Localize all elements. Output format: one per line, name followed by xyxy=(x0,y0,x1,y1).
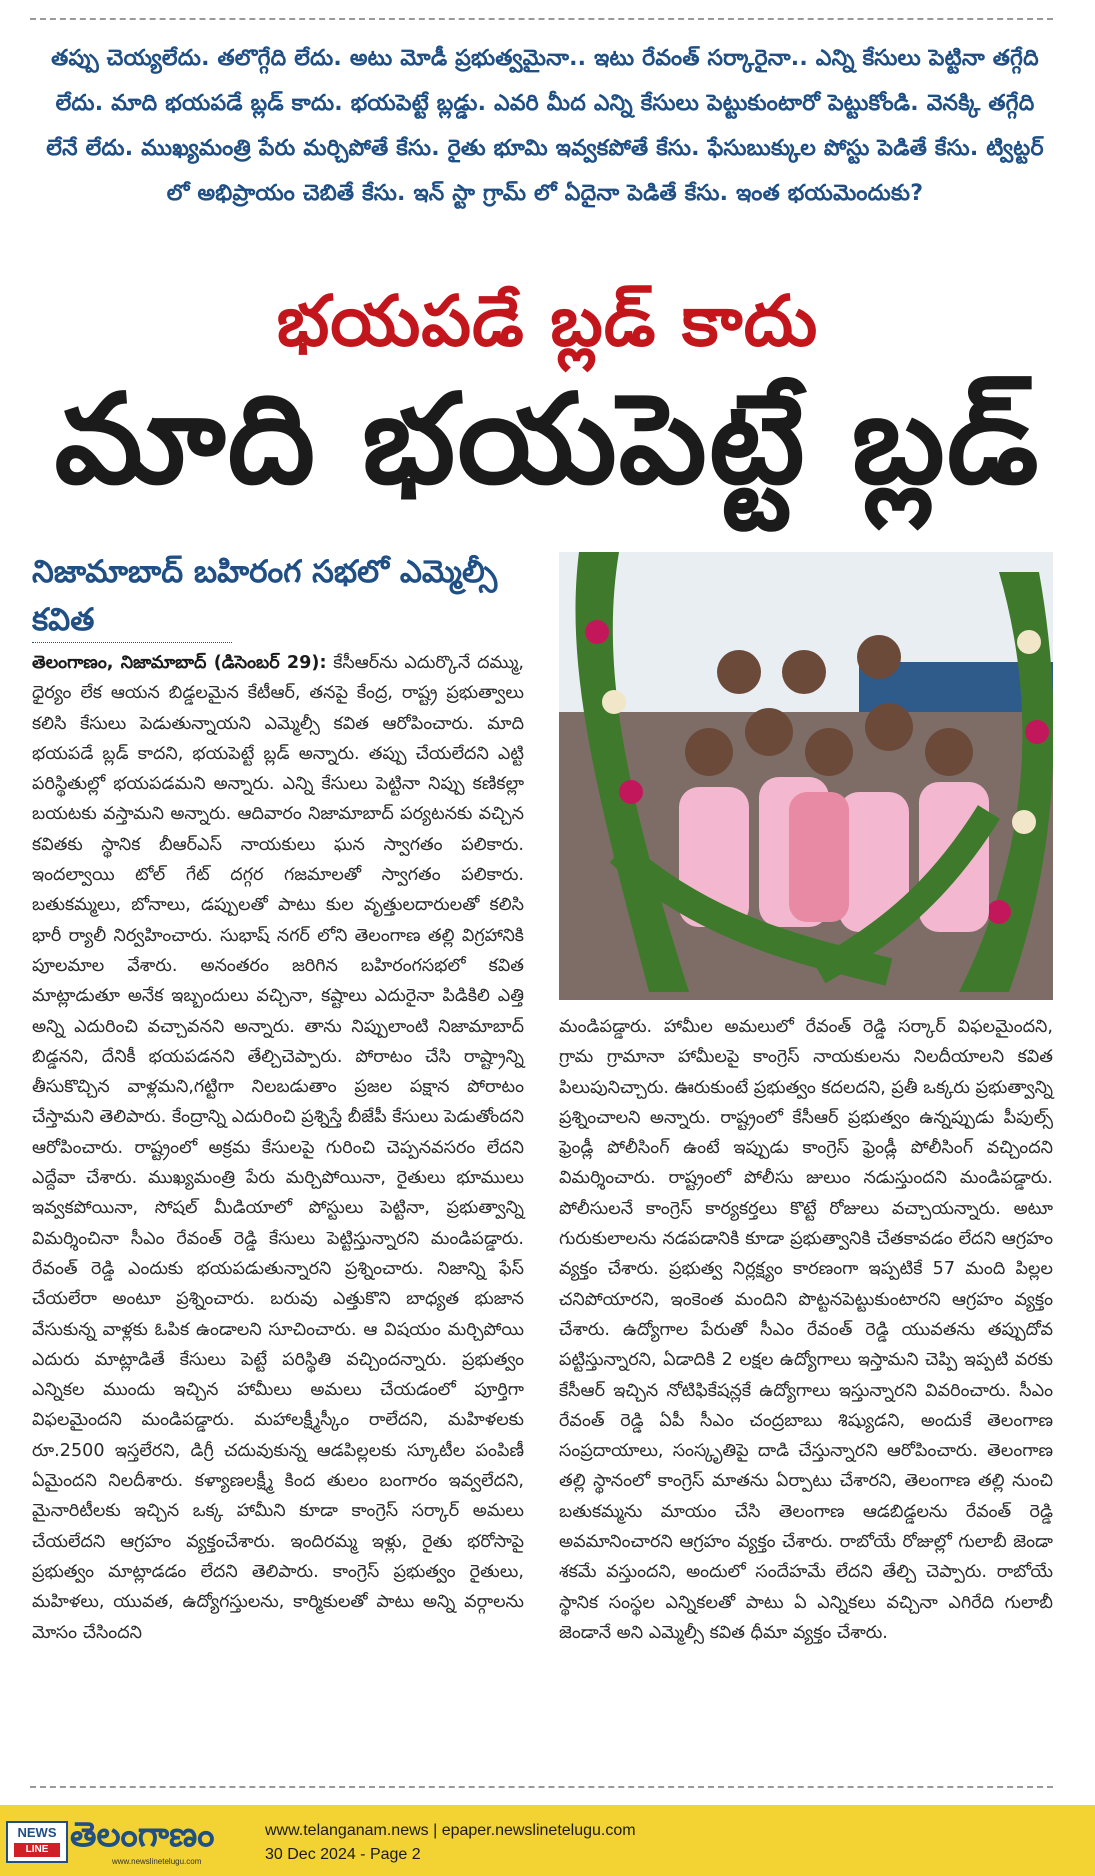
telanganam-logo: తెలంగాణం xyxy=(70,1815,215,1855)
rally-photo xyxy=(559,552,1053,1000)
footer-date-page: 30 Dec 2024 - Page 2 xyxy=(265,1846,421,1863)
subheadline: నిజామాబాద్ బహిరంగ సభలో ఎమ్మెల్సీ కవిత xyxy=(32,554,498,638)
logo-news-text: NEWS xyxy=(17,1825,57,1840)
newsline-logo xyxy=(6,1821,68,1863)
footer-urls[interactable]: www.telanganam.news | epaper.newslinetelugu.com xyxy=(265,1822,636,1839)
article-column-2: మండిపడ్డారు. హామీల అమలులో రేవంత్ రెడ్డి సర్కార్ విఫలమైందని, గ్రామ గ్రామానా హామీలపై కాంగ్రెస్ నాయకులను నిలదీయాలని కవిత పిలుపునిచ్చారు. ఊరుకుంటే ప్రభుత్వం కదలదని, ప్రతీ ఒక్కరు ప్రభుత్వాన్ని ప్రశ్నించాలని అన్నారు. రాష్ట్రంలో కేసీఆర్ ప్రభుత్వం ఉన్నప్పుడు పీపుల్స్ ఫ్రెండ్లీ పోలీసింగ్ ఉంటే ఇప్పుడు కాంగ్రెస్ ఫ్రెండ్లీ పోలీసింగ్ వచ్చిందని విమర్శించారు. రాష్ట్రంలో పోలీసు జులుం నడుస్తుందని మండిపడ్డారు. పోలీసులనే కాంగ్రెస్ కార్యకర్తలు కొట్టే రోజులు వచ్చాయన్నారు. అటూ గురుకులాలను నడపడానికి కూడా ప్రభుత్వానికి చేతకావడం లేదని ఆగ్రహం వ్యక్తం చేశారు. ప్రభుత్వ నిర్లక్ష్యం కారణంగా ఇప్పటికే 57 మంది పిల్లల చనిపోయారని, ఇంకెంత మందిని పొట్టనపెట్టుకుంటారని ఆగ్రహం వ్యక్తం చేశారు. ఉద్యోగాల పేరుతో సీఎం రేవంత్ రెడ్డి యువతను తప్పుదోవ పట్టిస్తున్నారని, ఏడాదికి 2 లక్షల ఉద్యోగాలు ఇస్తామని చెప్పి ఇప్పటి వరకు కేసీఆర్ ఇచ్చిన నోటిఫికేషన్లకే ఉద్యోగాలు ఇస్తున్నారని వివరించారు. సీఎం రేవంత్ రెడ్డి ఏపీ సీఎం చంద్రబాబు శిష్యుడని, అందుకే తెలంగాణ సంప్రదాయాలు, సంస్కృతిపై దాడి చేస్తున్నారని ఆరోపించారు. తెలంగాణ తల్లి స్థానంలో కాంగ్రెస్ మాతను ఏర్పాటు చేశారని, తెలంగాణ తల్లి నుంచి బతుకమ్మను మాయం చేసి తెలంగాణ ఆడబిడ్డలను రేవంత్ రెడ్డి అవమానించారని ఆగ్రహం వ్యక్తం చేశారు. రాబోయే రోజుల్లో గులాబీ జెండా శకమే వస్తుందని, అందులో సందేహమే లేదని తేల్చి చెప్పారు. రాబోయే స్థానిక సంస్థల ఎన్నికలతో పాటు ఏ ఎన్నికలు వచ్చినా ఎగిరేది గులాబీ జెండానే అని ఎమ్మెల్సీ కవిత ధీమా వ్యక్తం చేశారు. xyxy=(559,1017,1053,1643)
headline-main: మాది భయపెట్టే బ్లడ్ xyxy=(54,368,1041,512)
logo-line-text: LINE xyxy=(14,1843,60,1857)
logo-url: www.newslinetelugu.com xyxy=(112,1857,202,1866)
bottom-divider xyxy=(30,1786,1053,1788)
headline-red: భయపడే బ్లడ్ కాదు xyxy=(276,280,819,362)
article-body-1: కేసీఆర్‌ను ఎదుర్కొనే దమ్ము, ధైర్యం లేక ఆయన బిడ్డలమైన కేటీఆర్, తనపై కేంద్ర, రాష్ట్ర ప్రభుత్వాలు కలిసి కేసులు పెడుతున్నాయని ఎమ్మెల్సీ కవిత ఆరోపించారు. మాది భయపడే బ్లడ్ కాదని, భయపెట్టే బ్లడ్ అన్నారు. తప్పు చేయలేదని ఎట్టి పరిస్థితుల్లో భయపడమని అన్నారు. ఎన్ని కేసులు పెట్టినా నిప్పు కణికల్లా బయటకు వస్తామని అన్నారు. ఆదివారం నిజామాబాద్ పర్యటనకు వచ్చిన కవితకు స్థానిక బీఆర్ఎస్ నాయకులు ఘన స్వాగతం పలికారు. ఇందల్వాయి టోల్ గేట్ దగ్గర గజమాలతో స్వాగతం పలికారు. బతుకమ్మలు, బోనాలు, డప్పులతో పాటు కుల వృత్తులదారులతో కలిసి భారీ ర్యాలీ నిర్వహించారు. సుభాష్ నగర్ లోని తెలంగాణ తల్లి విగ్రహానికి పూలమాల వేశారు. అనంతరం జరిగిన బహిరంగసభలో కవిత మాట్లాడుతూ అనేక ఇబ్బందులు వచ్చినా, కష్టాలు ఎదురైనా పిడికిలి ఎత్తి అన్ని ఎదురించి వచ్చావనని అన్నారు. తాను నిప్పులాంటి నిజామాబాద్ బిడ్డనని, దేనికీ భయపడనని తేల్చిచెప్పారు. పోరాటం చేసి రాష్ట్రాన్ని తీసుకొచ్చిన వాళ్లమని,గట్టిగా నిలబడుతాం ప్రజల పక్షాన పోరాటం చేస్తామని తెలిపారు. కేంద్రాన్ని ఎదురించి ప్రశ్నిస్తే బీజేపీ కేసులు పెడుతోందని ఆరోపించారు. రాష్ట్రంలో అక్రమ కేసులపై గురించి చెప్పనవసరం లేదని ఎద్దేవా చేశారు. ముఖ్యమంత్రి పేరు మర్చిపోయినా, రైతులు భూములు ఇవ్వకపోయినా, సోషల్ మీడియాలో పోస్టులు పెట్టినా, ప్రభుత్వాన్ని విమర్శించినా సీఎం రేవంత్ రెడ్డి కేసులు పెట్టిస్తున్నారని మండిపడ్డారు. రేవంత్ రెడ్డి ఎందుకు భయపడుతున్నారని ప్రశ్నించారు. నిజాన్ని ఫేస్ చేయలేరా అంటూ ప్రశ్నించారు. బరువు ఎత్తుకొని బాధ్యత భుజాన వేసుకున్న వాళ్లకు ఓపిక ఉండాలని సూచించారు. ఆ విషయం మర్చిపోయి ఎదురు మాట్లాడితే కేసులు పెట్టే పరిస్థితి వచ్చిందన్నారు. ప్రభుత్వం ఎన్నికల ముందు ఇచ్చిన హామీలు అమలు చేయడంలో పూర్తిగా విఫలమైందని మండిపడ్డారు. మహాలక్ష్మీస్కీం రాలేదని, మహిళలకు రూ.2500 ఇస్తలేరని, డిగ్రీ చదువుకున్న ఆడపిల్లలకు స్కూటీల పంపిణీ ఏమైందని నిలదీశారు. కళ్యాణలక్ష్మీ కింద తులం బంగారం ఇవ్వలేదని, మైనారిటీలకు ఇచ్చిన ఒక్క హామీని కూడా కాంగ్రెస్ సర్కార్ అమలు చేయలేదని ఆగ్రహం వ్యక్తంచేశారు. ఇందిరమ్మ ఇళ్లు, రైతు భరోసాపై ప్రభుత్వం మాట్లాడడం లేదని తెలిపారు. కాంగ్రెస్ ప్రభుత్వం రైతులు, మహిళలు, యువత, ఉద్యోగస్తులను, కార్మికులతో పాటు అన్ని వర్గాలను మోసం చేసిందని xyxy=(32,653,524,1643)
subheadline-underline xyxy=(32,642,232,643)
intro-paragraph: తప్పు చెయ్యలేదు. తలొగ్గేది లేదు. అటు మోడీ ప్రభుత్వమైనా.. ఇటు రేవంత్ సర్కారైనా.. ఎన్ని కేసులు పెట్టినా తగ్గేది లేదు. మాది భయపడే బ్లడ్ కాదు. భయపెట్టే బ్లడ్డు. ఎవరి మీద ఎన్ని కేసులు పెట్టుకుంటారో పెట్టుకోండి. వెనక్కి తగ్గేది లేనే లేదు. ముఖ్యమంత్రి పేరు మర్చిపోతే కేసు. రైతు భూమి ఇవ్వకపోతే కేసు. ఫేసుబుక్కుల పోస్టు పెడితే కేసు. ట్విట్టర్ లో అభిప్రాయం చెబితే కేసు. ఇన్ స్టా గ్రామ్ లో ఏదైనా పెడితే కేసు. ఇంత భయమెందుకు? xyxy=(46,46,1044,206)
rally-photo-illustration xyxy=(559,552,1053,1000)
top-divider xyxy=(30,18,1053,20)
article-column-1 xyxy=(32,648,524,1648)
dateline: తెలంగాణం, నిజామాబాద్ (డిసెంబర్ 29): xyxy=(32,653,327,673)
footer-bar xyxy=(0,1805,1095,1876)
